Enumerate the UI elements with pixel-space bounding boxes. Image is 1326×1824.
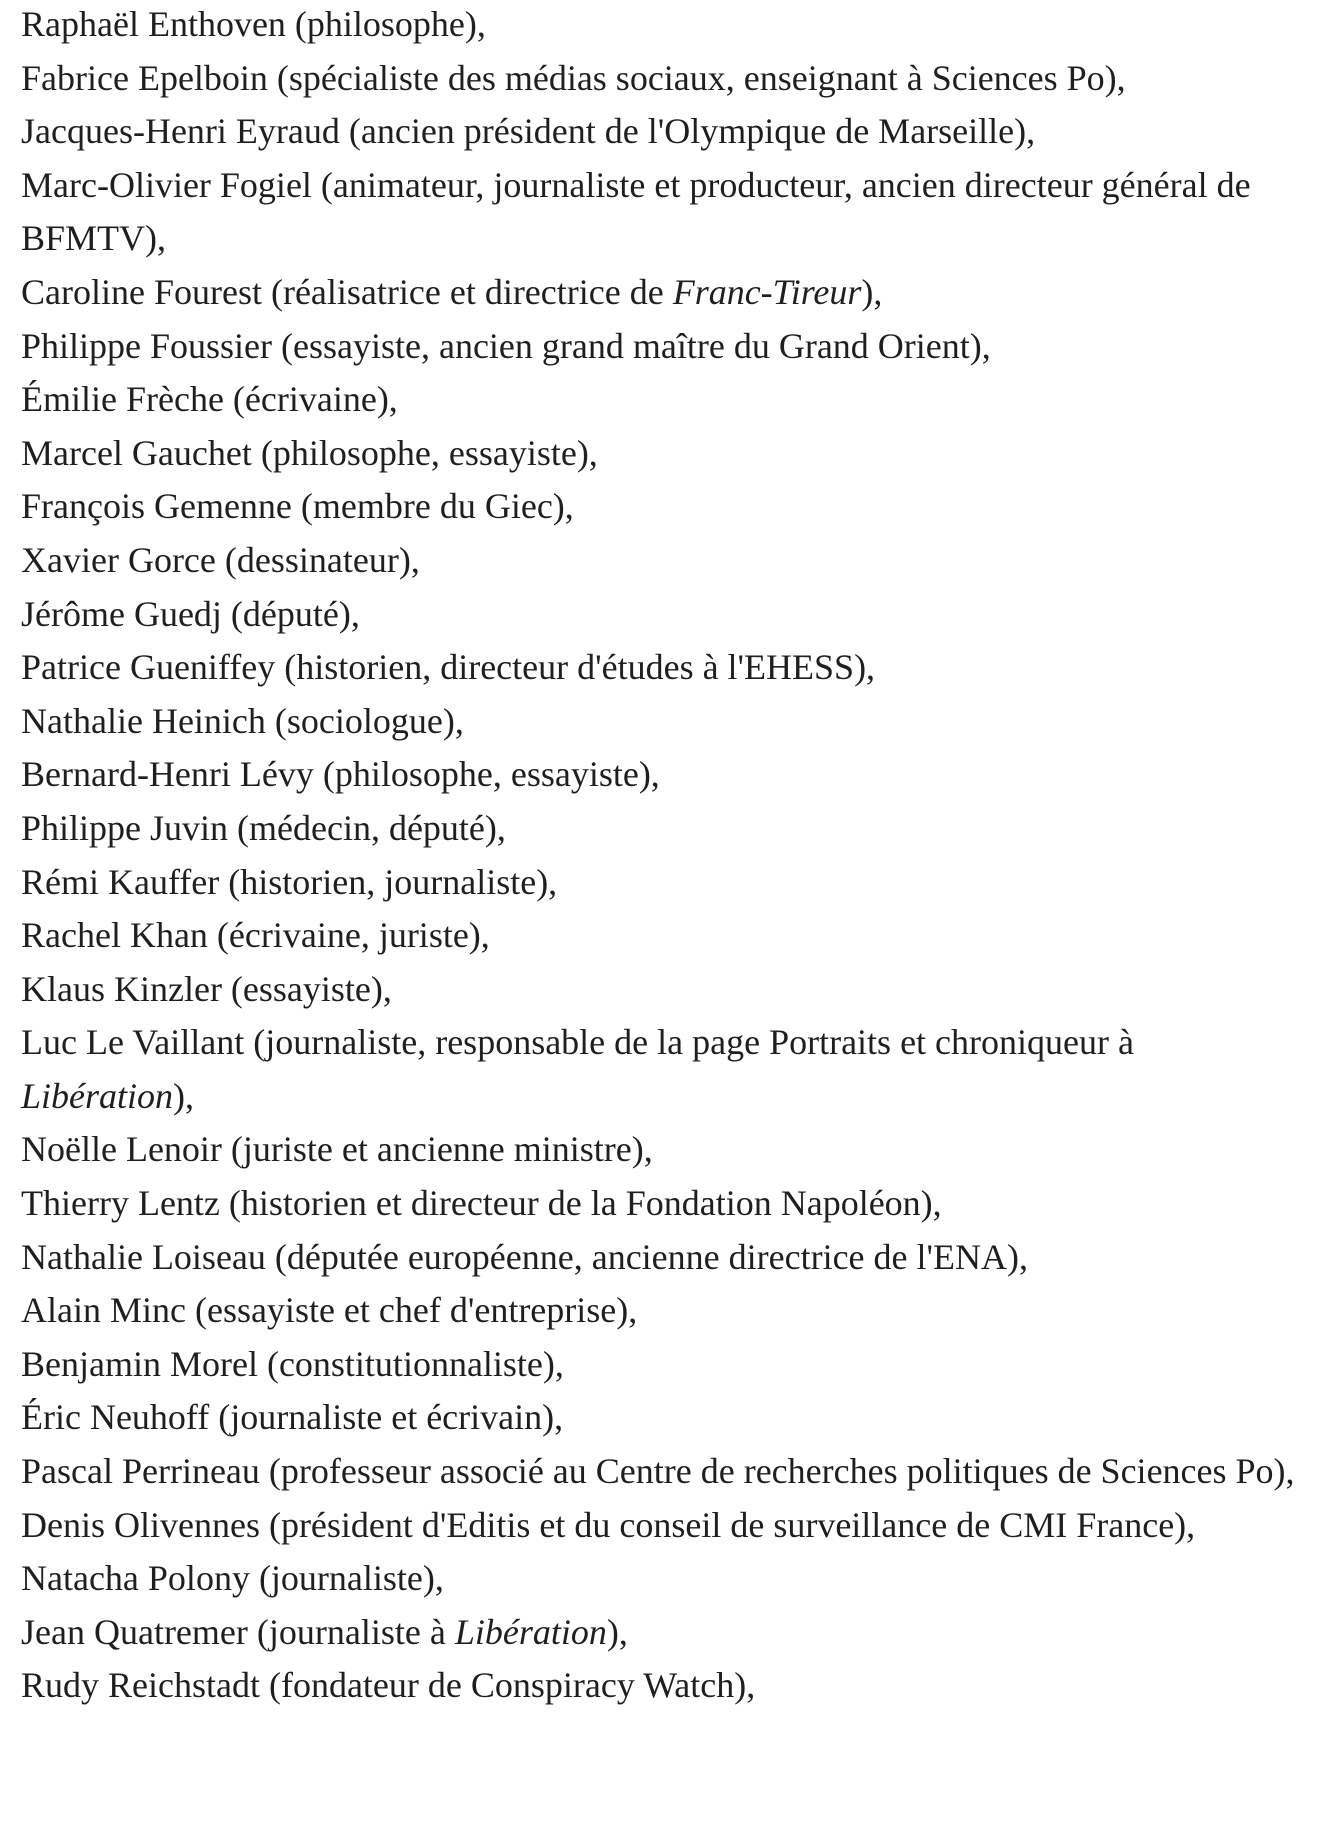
- signatory-line: Marc-Olivier Fogiel (animateur, journaliste et producteur, ancien directeur général de BFMTV),: [21, 164, 1251, 259]
- signatory-line: Fabrice Epelboin (spécialiste des médias sociaux, enseignant à Sciences Po),: [21, 57, 1126, 98]
- signatory-line: Pascal Perrineau (professeur associé au Centre de recherches politiques de Sciences Po),: [21, 1451, 1295, 1492]
- publication-title: Franc-Tireur: [672, 271, 862, 312]
- signatory-line: [21, 1606, 1326, 1660]
- signatory-line: Patrice Gueniffey (historien, directeur d'études à l'EHESS),: [21, 647, 876, 688]
- signatory-line: Émilie Frèche (écrivaine),: [21, 379, 398, 420]
- publication-title: Libération: [21, 1075, 174, 1116]
- signatory-line: Denis Olivennes (président d'Editis et du conseil de surveillance de CMI France),: [21, 1504, 1196, 1545]
- signatory-text: Jean Quatremer (journaliste à: [21, 1611, 455, 1652]
- signatory-line: Xavier Gorce (dessinateur),: [21, 539, 420, 580]
- signatory-line: Natacha Polony (journaliste),: [21, 1558, 444, 1599]
- signatory-line: Philippe Foussier (essayiste, ancien grand maître du Grand Orient),: [21, 325, 991, 366]
- signatory-line: [21, 1016, 1301, 1123]
- signatory-text: Caroline Fourest (réalisatrice et directrice de: [21, 271, 673, 312]
- signatory-text-end: ),: [861, 271, 883, 312]
- signatory-line: Nathalie Loiseau (députée européenne, ancienne directrice de l'ENA),: [21, 1236, 1028, 1277]
- signatory-line: Nathalie Heinich (sociologue),: [21, 700, 464, 741]
- publication-title: Libération: [454, 1611, 607, 1652]
- signatory-line: Philippe Juvin (médecin, député),: [21, 807, 506, 848]
- signatory-text: Luc Le Vaillant (journaliste, responsable de la page Portraits et chroniqueur à: [21, 1022, 1134, 1063]
- signatory-line: Benjamin Morel (constitutionnaliste),: [21, 1343, 564, 1384]
- signatory-line: Marcel Gauchet (philosophe, essayiste),: [21, 432, 598, 473]
- signatory-line: [21, 266, 1326, 320]
- signatory-line: Noëlle Lenoir (juriste et ancienne ministre),: [21, 1129, 653, 1170]
- signatory-line: Jérôme Guedj (député),: [21, 593, 360, 634]
- signatory-line: Jacques-Henri Eyraud (ancien président de l'Olympique de Marseille),: [21, 111, 1036, 152]
- signatory-line: Klaus Kinzler (essayiste),: [21, 968, 392, 1009]
- signatory-line: Rachel Khan (écrivaine, juriste),: [21, 915, 490, 956]
- signatory-text-end: ),: [606, 1611, 628, 1652]
- signatory-line: François Gemenne (membre du Giec),: [21, 486, 574, 527]
- signatory-line: Bernard-Henri Lévy (philosophe, essayiste),: [21, 754, 660, 795]
- signatory-line: Raphaël Enthoven (philosophe),: [21, 4, 486, 44]
- signatory-line: Rémi Kauffer (historien, journaliste),: [21, 861, 558, 902]
- signatory-text-end: ),: [173, 1075, 195, 1116]
- signatory-line: Thierry Lentz (historien et directeur de la Fondation Napoléon),: [21, 1183, 942, 1224]
- signatory-line: Rudy Reichstadt (fondateur de Conspiracy Watch),: [21, 1665, 756, 1706]
- signatory-line: Alain Minc (essayiste et chef d'entreprise),: [21, 1290, 638, 1331]
- signatory-line: Éric Neuhoff (journaliste et écrivain),: [21, 1397, 564, 1438]
